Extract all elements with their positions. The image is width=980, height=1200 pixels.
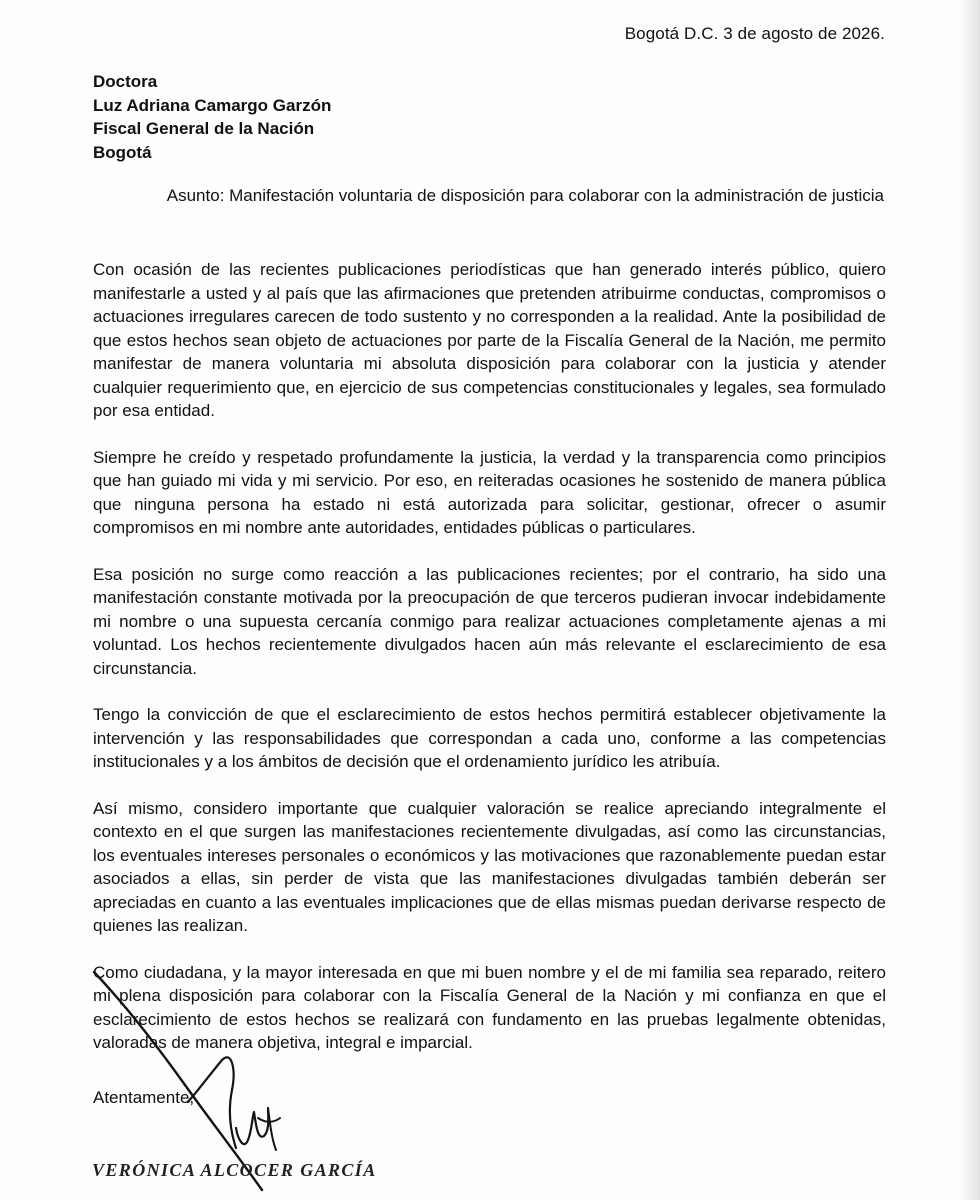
body-paragraph: Con ocasión de las recientes publicaciones periodísticas que han generado interés público, quiero manifestarle a usted y al país que las afirmaciones que pretenden atribuirme conductas, compromisos o actuaciones irregulares carecen de todo sustento y no corresponden a la realidad. Ante la posibilidad de que estos hechos sean objeto de actuaciones por parte de la Fiscalía General de la Nación, me permito manifestar de manera voluntaria mi absoluta disposición para colaborar con la justicia y atender cualquier requerimiento que, en ejercicio de sus competencias constitucionales y legales, sea formulado por esa entidad. [93,260,886,420]
letter-date: Bogotá D.C. 3 de agosto de 2026. [624,24,885,43]
letter-body [93,258,886,1078]
letter-subject: Asunto: Manifestación voluntaria de disposición para colaborar con la administración de justicia [166,186,884,205]
recipient-block [93,70,331,164]
body-paragraph: Así mismo, considero importante que cualquier valoración se realice apreciando integralmente el contexto en el que surgen las manifestaciones recientemente divulgadas, así como las circunstancias, los eventuales intereses personales o económicos y las motivaciones que razonablemente puedan estar asociados a ellas, sin perder de vista que las manifestaciones divulgadas también deberán ser apreciadas en cuanto a las eventuales implicaciones que de ellas mismas puedan derivarse respecto de quienes las realizan. [93,798,886,935]
body-paragraph: Siempre he creído y respetado profundamente la justicia, la verdad y la transparencia como principios que han guiado mi vida y mi servicio. Por eso, en reiteradas ocasiones he sostenido de manera pública que ninguna persona ha estado ni está autorizada para solicitar, gestionar, ofrecer o asumir compromisos en mi nombre ante autoridades, entidades públicas o particulares. [93,447,886,537]
recipient-name: Luz Adriana Camargo Garzón [93,95,332,115]
body-paragraph: Esa posición no surge como reacción a las publicaciones recientes; por el contrario, ha sido una manifestación constante motivada por la preocupación de que terceros pudieran invocar indebidamente mi nombre o una supuesta cercanía conmigo para realizar actuaciones completamente ajenas a mi voluntad. Los hechos recientemente divulgados hacen aún más relevante el esclarecimiento de esa circunstancia. [93,564,886,678]
closing-phrase: Atentamente, [93,1088,195,1107]
page-edge-shadow [958,0,980,1200]
body-paragraph: Como ciudadana, y la mayor interesada en que mi buen nombre y el de mi familia sea reparado, reitero mi plena disposición para colaborar con la Fiscalía General de la Nación y mi confianza en que el esclarecimiento de estos hechos se realizará con fundamento en las pruebas legalmente obtenidas, valoradas de manera objetiva, integral e imparcial. [93,962,886,1052]
signer-name: VERÓNICA ALCOCER GARCÍA [92,1160,377,1180]
recipient-salutation: Doctora [93,72,158,91]
recipient-city: Bogotá [93,142,152,162]
body-paragraph: Tengo la convicción de que el esclarecimiento de estos hechos permitirá establecer objetivamente la intervención y las responsabilidades que correspondan a cada uno, conforme a las competencias institucionales y a los ámbitos de decisión que el ordenamiento jurídico les atribuía. [93,705,886,771]
recipient-position: Fiscal General de la Nación [93,119,315,138]
